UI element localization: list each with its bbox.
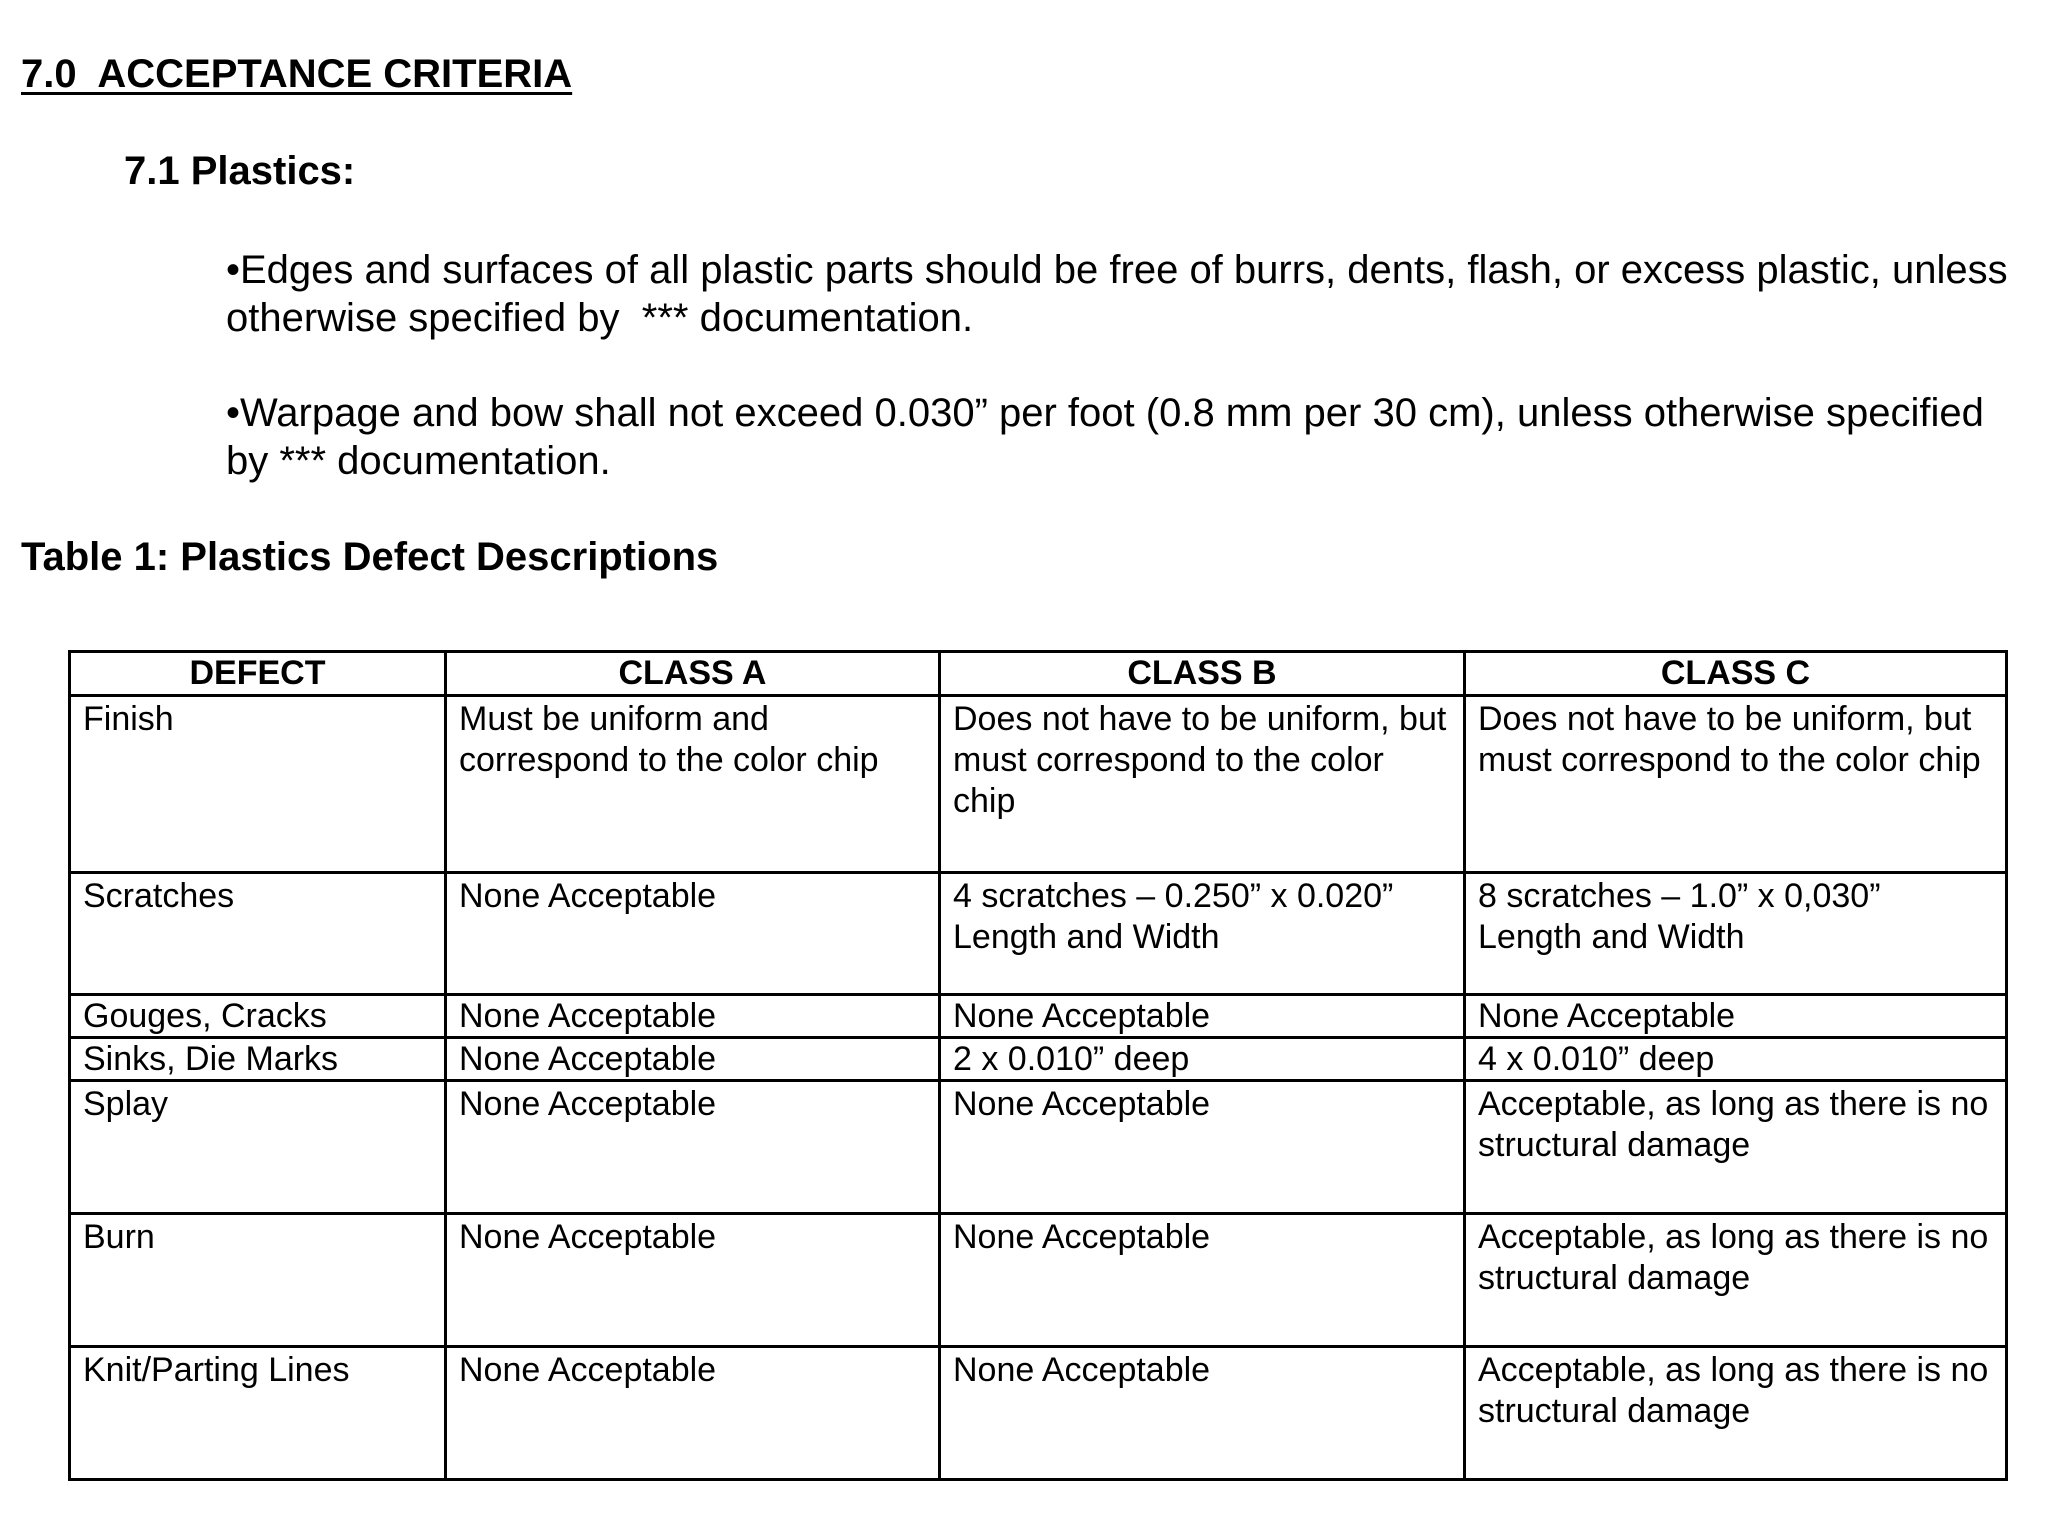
cell-class-c: None Acceptable bbox=[1465, 995, 2007, 1038]
table-row-scratches bbox=[70, 873, 2007, 995]
cell-class-c: 4 x 0.010” deep bbox=[1465, 1038, 2007, 1081]
table-header-row bbox=[70, 652, 2007, 696]
bullet-warpage-bow: •Warpage and bow shall not exceed 0.030” per foot (0.8 mm per 30 cm), unless otherwise specified by *** documentation. bbox=[226, 391, 1995, 483]
cell-defect: Gouges, Cracks bbox=[70, 995, 446, 1038]
cell-defect: Knit/Parting Lines bbox=[70, 1347, 446, 1480]
table-row-splay bbox=[70, 1081, 2007, 1214]
cell-class-a: None Acceptable bbox=[446, 1214, 940, 1347]
subsection-heading: 7.1 Plastics: bbox=[124, 149, 356, 193]
header-class-c: CLASS C bbox=[1465, 652, 2007, 696]
cell-class-a: None Acceptable bbox=[446, 1081, 940, 1214]
header-class-a: CLASS A bbox=[446, 652, 940, 696]
cell-class-c: 8 scratches – 1.0” x 0,030” Length and Width bbox=[1465, 873, 2007, 995]
plastics-defect-table bbox=[68, 650, 2008, 1481]
cell-defect: Finish bbox=[70, 696, 446, 873]
cell-defect: Scratches bbox=[70, 873, 446, 995]
section-heading: 7.0 ACCEPTANCE CRITERIA bbox=[21, 52, 573, 96]
cell-defect: Burn bbox=[70, 1214, 446, 1347]
table-row-burn bbox=[70, 1214, 2007, 1347]
cell-class-a: None Acceptable bbox=[446, 1038, 940, 1081]
cell-class-b: Does not have to be uniform, but must correspond to the color chip bbox=[940, 696, 1465, 873]
cell-class-b: None Acceptable bbox=[940, 1081, 1465, 1214]
cell-class-a: Must be uniform and correspond to the color chip bbox=[446, 696, 940, 873]
table-caption: Table 1: Plastics Defect Descriptions bbox=[21, 535, 719, 579]
cell-class-b: None Acceptable bbox=[940, 1214, 1465, 1347]
cell-class-a: None Acceptable bbox=[446, 1347, 940, 1480]
cell-class-c: Does not have to be uniform, but must correspond to the color chip bbox=[1465, 696, 2007, 873]
cell-class-a: None Acceptable bbox=[446, 995, 940, 1038]
cell-class-a: None Acceptable bbox=[446, 873, 940, 995]
bullet-edges-surfaces: •Edges and surfaces of all plastic parts should be free of burrs, dents, flash, or excess plastic, unless otherwise specified by *** documentation. bbox=[226, 248, 2019, 340]
cell-class-c: Acceptable, as long as there is no structural damage bbox=[1465, 1081, 2007, 1214]
header-defect: DEFECT bbox=[70, 652, 446, 696]
cell-defect: Splay bbox=[70, 1081, 446, 1214]
table-row-sinks-die-marks bbox=[70, 1038, 2007, 1081]
table-row-knit-parting-lines bbox=[70, 1347, 2007, 1480]
cell-class-c: Acceptable, as long as there is no structural damage bbox=[1465, 1214, 2007, 1347]
cell-class-b: 4 scratches – 0.250” x 0.020” Length and Width bbox=[940, 873, 1465, 995]
cell-class-b: None Acceptable bbox=[940, 1347, 1465, 1480]
cell-class-b: None Acceptable bbox=[940, 995, 1465, 1038]
cell-defect: Sinks, Die Marks bbox=[70, 1038, 446, 1081]
table-row-finish bbox=[70, 696, 2007, 873]
cell-class-b: 2 x 0.010” deep bbox=[940, 1038, 1465, 1081]
cell-class-c: Acceptable, as long as there is no structural damage bbox=[1465, 1347, 2007, 1480]
table-row-gouges-cracks bbox=[70, 995, 2007, 1038]
header-class-b: CLASS B bbox=[940, 652, 1465, 696]
